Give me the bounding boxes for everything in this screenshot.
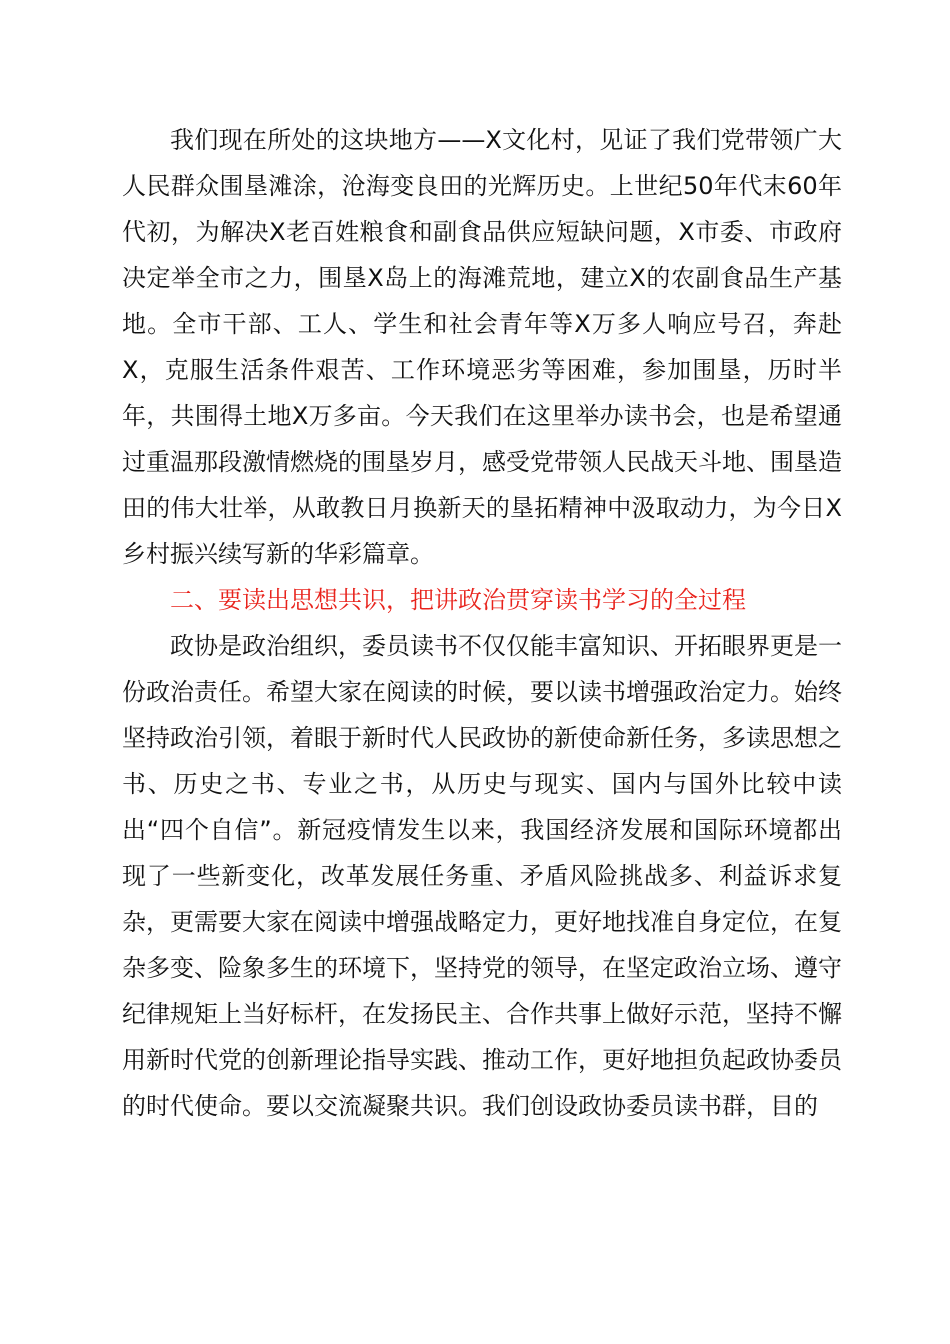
section-heading-2: 二、要读出思想共识，把讲政治贯穿读书学习的全过程 <box>170 586 746 614</box>
document-body <box>122 117 842 1129</box>
paragraph-wenhuacun-history: 我们现在所处的这块地方——X文化村，见证了我们党带领广大人民群众围垦滩涂，沧海变良田的光辉历史。上世纪50年代末60年代初，为解决X老百姓粮食和副食品供应短缺问题，X市委、市政府决定举全市之力，围垦X岛上的海滩荒地，建立X的农副食品生产基地。全市干部、工人、学生和社会青年等X万多人响应号召，奔赴X，克服生活条件艰苦、工作环境恶劣等困难，参加围垦，历时半年，共围得土地X万多亩。今天我们在这里举办读书会，也是希望通过重温那段激情燃烧的围垦岁月，感受党带领人民战天斗地、围垦造田的伟大壮举，从敢教日月换新天的垦拓精神中汲取动力，为今日X乡村振兴续写新的华彩篇章。 <box>122 126 842 568</box>
paragraph-political-reading: 政协是政治组织，委员读书不仅仅能丰富知识、开拓眼界更是一份政治责任。希望大家在阅读的时候，要以读书增强政治定力。始终坚持政治引领，着眼于新时代人民政协的新使命新任务，多读思想之书、历史之书、专业之书，从历史与现实、国内与国外比较中读出“四个自信”。新冠疫情发生以来，我国经济发展和国际环境都出现了一些新变化，改革发展任务重、矛盾风险挑战多、利益诉求复杂，更需要大家在阅读中增强战略定力，更好地找准自身定位，在复杂多变、险象多生的环境下，坚持党的领导，在坚定政治立场、遵守纪律规矩上当好标杆，在发扬民主、合作共事上做好示范，坚持不懈用新时代党的创新理论指导实践、推动工作，更好地担负起政协委员的时代使命。要以交流凝聚共识。我们创设政协委员读书群，目的 <box>122 632 842 1120</box>
